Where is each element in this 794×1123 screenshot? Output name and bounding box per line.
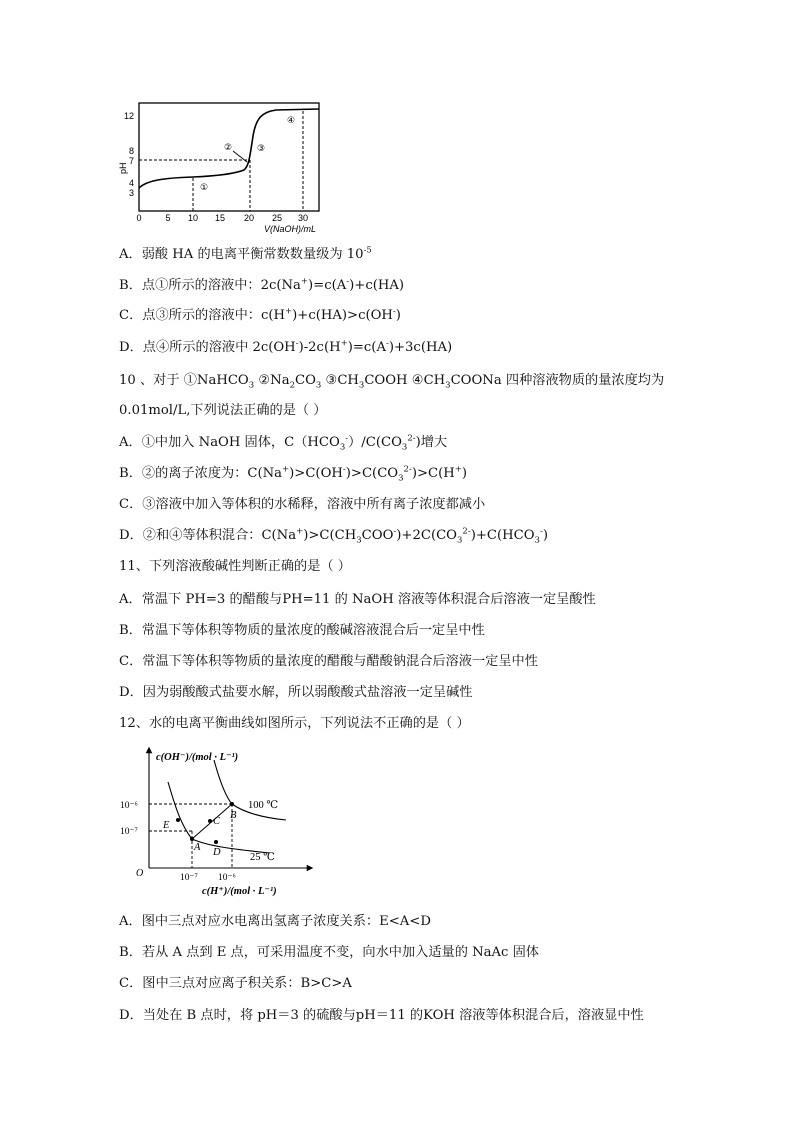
x-tick-1e-6: 10⁻⁶ bbox=[218, 873, 236, 883]
y-tick-1e-6: 10⁻⁶ bbox=[120, 801, 138, 811]
q12-stem: 12、水的电离平衡曲线如图所示，下列说法不正确的是（ ） bbox=[119, 716, 470, 731]
q10-option-a: A．①中加入 NaOH 固体，$C(HCO_3^-)/C(CO_3^{2-})$增大 bbox=[119, 433, 448, 453]
point-e bbox=[176, 818, 180, 822]
q9-option-a: A．弱酸 HA 的电离平衡常数数量级为 $10^{-5}$ bbox=[119, 245, 372, 262]
point-b bbox=[230, 802, 234, 806]
point-a-label: A bbox=[194, 842, 201, 853]
x-tick-30: 30 bbox=[297, 213, 309, 223]
q10-stem-line1: 10 、对于 ①NaHCO$_3$ $②Na_2CO_3$ $③CH_3COOH$ $④CH_3COONa$ 四种溶液物质的量浓度均为 bbox=[119, 373, 665, 391]
q11-option-d: D．因为弱酸酸式盐要水解，所以弱酸酸式盐溶液一定呈碱性 bbox=[119, 685, 473, 700]
point-b-label: B bbox=[230, 810, 237, 821]
point-c bbox=[208, 819, 212, 823]
point-4-label: ④ bbox=[287, 115, 296, 125]
point-c-label: C bbox=[213, 816, 221, 827]
point-1-label: ① bbox=[200, 182, 209, 192]
q12-option-a: A．图中三点对应水电离出氢离子浓度关系：E<A<D bbox=[119, 914, 431, 929]
q9-option-c: C．点③所示的溶液中：c(H+)+c(HA)>c(OH-) bbox=[119, 306, 401, 323]
x-tick-1e-7: 10⁻⁷ bbox=[180, 873, 198, 883]
y-tick-7: 7 bbox=[128, 156, 134, 166]
q12-option-b: B．若从 A 点到 E 点，可采用温度不变，向水中加入适量的 NaAc 固体 bbox=[119, 945, 539, 960]
q11-stem: 11、下列溶液酸碱性判断正确的是（ ） bbox=[119, 559, 351, 574]
point-e-label: E bbox=[163, 820, 170, 831]
x-tick-0: 0 bbox=[136, 213, 142, 223]
diagonal-a-b bbox=[192, 804, 232, 839]
q12-option-c: C．图中三点对应离子积关系：B>C>A bbox=[119, 976, 352, 991]
curve-100c bbox=[214, 760, 286, 820]
y-tick-3: 3 bbox=[128, 188, 134, 198]
q10-option-b: B．②的离子浓度为：$C(Na^+)>C(OH^-)>C(CO_3^{2-})>C(H^+)$ bbox=[119, 464, 468, 484]
q11-option-a: A．常温下 PH=3 的醋酸与PH=11 的 NaOH 溶液等体积混合后溶液一定呈酸性 bbox=[119, 592, 596, 607]
point-a bbox=[190, 837, 194, 841]
y-tick-8: 8 bbox=[128, 146, 134, 156]
x-axis-label: c(H⁺)/(mol · L⁻¹) bbox=[202, 886, 277, 897]
x-tick-25: 25 bbox=[271, 213, 283, 223]
x-tick-20: 20 bbox=[243, 213, 255, 223]
q12-option-d: D．当处在 B 点时，将 pH＝3 的硫酸与pH＝11 的KOH 溶液等体积混合后，溶液显中性 bbox=[119, 1008, 644, 1023]
q10-option-c: C．③溶液中加入等体积的水稀释，溶液中所有离子浓度都减小 bbox=[119, 497, 486, 512]
point-2-label: ② bbox=[224, 142, 233, 152]
y-axis-label: pH bbox=[118, 162, 128, 174]
point-d-label: D bbox=[213, 847, 221, 858]
q11-option-b: B．常温下等体积等物质的量浓度的酸碱溶液混合后一定呈中性 bbox=[119, 623, 485, 638]
titration-curve-figure bbox=[116, 96, 328, 238]
origin-label: O bbox=[136, 868, 144, 879]
curve-25c-label: 25 ℃ bbox=[250, 852, 275, 863]
point-d bbox=[214, 840, 218, 844]
y-tick-1e-7: 10⁻⁷ bbox=[120, 827, 138, 837]
q10-option-d: D．②和④等体积混合：$C(Na^+)>C(CH_3COO^-)+2C(CO_3^{2-})+C(HCO_3^-)$ bbox=[119, 526, 548, 546]
x-tick-5: 5 bbox=[165, 213, 171, 223]
point-3-label: ③ bbox=[257, 143, 266, 153]
q10-stem-line2: 0.01mol/L,下列说法正确的是（ ） bbox=[119, 403, 327, 418]
x-tick-10: 10 bbox=[187, 213, 199, 223]
x-axis-label: V(NaOH)/mL bbox=[263, 224, 316, 234]
q9-option-d: D．点④所示的溶液中 2c(OH-)-2c(H+)=c(A-)+3c(HA) bbox=[119, 338, 453, 355]
x-tick-15: 15 bbox=[214, 213, 226, 223]
y-axis-label: c(OH⁻)/(mol · L⁻¹) bbox=[156, 752, 239, 763]
y-tick-4: 4 bbox=[128, 178, 134, 188]
q11-option-c: C．常温下等体积等物质的量浓度的醋酸与醋酸钠混合后溶液一定呈中性 bbox=[119, 654, 538, 669]
q9-option-b: B．点①所示的溶液中：2c(Na+)=c(A-)+c(HA) bbox=[119, 276, 405, 293]
water-ionization-figure bbox=[116, 742, 316, 900]
curve-100c-label: 100 ℃ bbox=[248, 800, 279, 811]
y-tick-12: 12 bbox=[123, 111, 134, 121]
